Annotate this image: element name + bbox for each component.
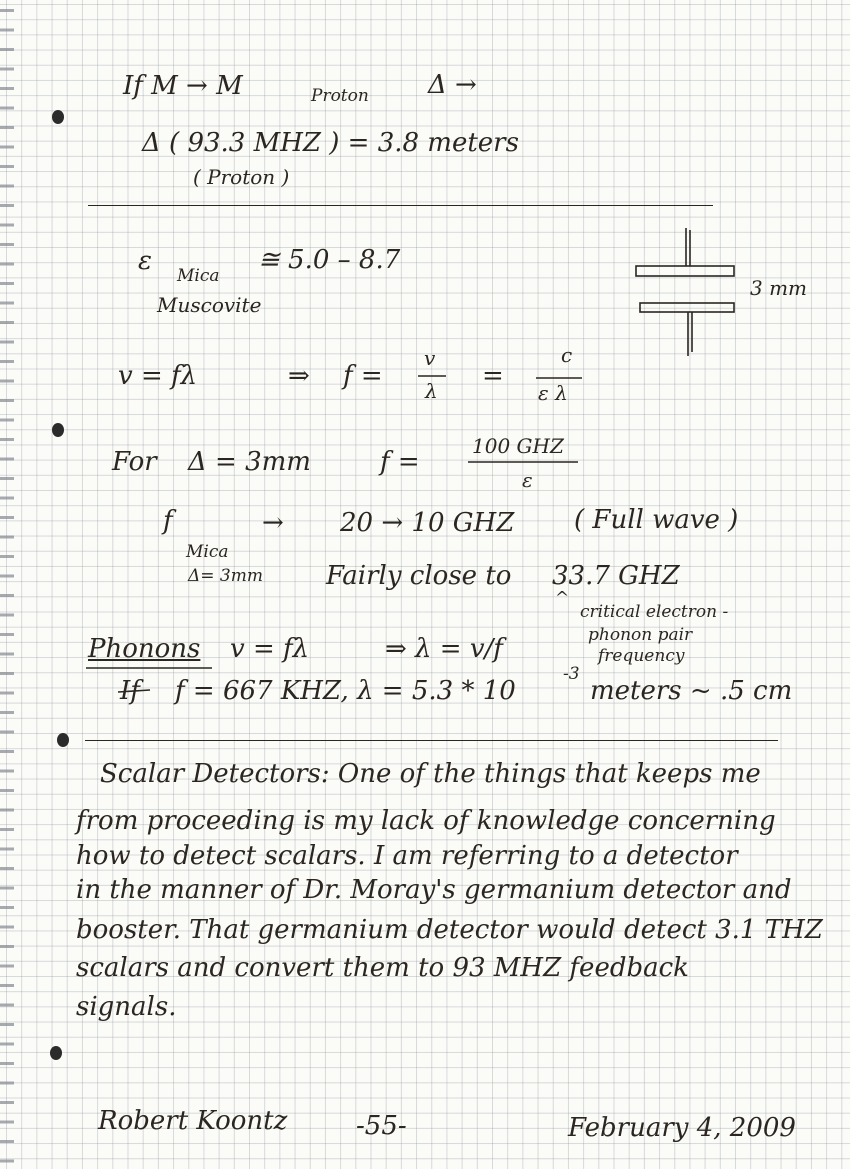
implies-symbol: ⇒ — [288, 361, 310, 391]
scalar-line: from proceeding is my lack of knowledge concerning — [76, 806, 776, 836]
frequency-note: frequency — [598, 646, 685, 666]
capacitor-top-plate — [636, 266, 734, 276]
ghz-33-7: 33.7 GHZ — [552, 561, 680, 591]
proton-line: If M → M — [123, 71, 243, 101]
frequency-range: 20 → 10 GHZ — [340, 508, 515, 538]
proton-paren: ( Proton ) — [193, 165, 290, 189]
scalar-line: in the manner of Dr. Moray's germanium detector and — [76, 875, 792, 905]
signature: Robert Koontz — [98, 1106, 288, 1136]
epsilon-symbol: ε — [138, 246, 152, 276]
if-label: If — [120, 676, 140, 706]
date: February 4, 2009 — [568, 1113, 796, 1143]
phonon-equation: v = fλ — [230, 634, 310, 664]
phonon-pair-note: phonon pair — [588, 625, 693, 645]
mica-subscript: Mica — [177, 266, 220, 286]
muscovite-label: Muscovite — [157, 293, 262, 317]
capacitor-sketch — [636, 228, 734, 356]
fraction-v-numerator: v — [424, 346, 436, 370]
punch-hole — [52, 423, 64, 437]
mica-subscript-2: Mica — [186, 542, 229, 562]
f-equals: f = — [343, 361, 383, 391]
divider-line-2 — [85, 740, 778, 741]
delta-3mm: Δ = 3mm — [188, 447, 311, 477]
divider-line — [88, 205, 713, 206]
meters-approx: meters ~ .5 cm — [590, 676, 793, 706]
equals-sign: = — [482, 361, 504, 391]
spiral-binding — [0, 0, 14, 1169]
f-equals-2: f = — [380, 447, 420, 477]
phonons-heading: Phonons — [88, 634, 201, 664]
for-label: For — [112, 447, 157, 477]
range-arrow: → — [262, 508, 284, 538]
capacitor-gap-label: 3 mm — [750, 276, 808, 300]
scalar-line: Scalar Detectors: One of the things that keeps me — [100, 759, 761, 789]
velocity-equation: v = fλ — [118, 361, 198, 391]
capacitor-bottom-plate — [640, 303, 734, 312]
fraction-100-denominator: ε — [522, 468, 533, 492]
fairly-close-label: Fairly close to — [326, 561, 512, 591]
scalar-line: scalars and convert them to 93 MHZ feedback — [76, 953, 689, 983]
scalar-line: how to detect scalars. I am referring to a detector — [76, 841, 738, 871]
critical-note: critical electron - — [580, 602, 729, 622]
full-wave-label: ( Full wave ) — [574, 505, 739, 535]
f-letter: f — [163, 506, 173, 536]
fraction-c-numerator: c — [561, 343, 573, 367]
punch-hole — [52, 110, 64, 124]
exponent: -3 — [563, 664, 580, 684]
scalar-line: signals. — [76, 992, 177, 1022]
proton-arrow: Δ → — [428, 70, 477, 100]
fraction-100-numerator: 100 GHZ — [472, 434, 564, 458]
punch-hole — [57, 733, 69, 747]
scalar-line: booster. That germanium detector would detect 3.1 THZ — [76, 915, 823, 945]
delta-equation: Δ ( 93.3 MHZ ) = 3.8 meters — [142, 128, 519, 158]
proton-subscript: Proton — [311, 86, 369, 106]
phonon-frequency-line: f = 667 KHZ, λ = 5.3 * 10 — [175, 676, 516, 706]
fraction-c-denominator: ε λ — [538, 381, 568, 405]
fraction-v-denominator: λ — [425, 379, 438, 403]
page-number: -55- — [356, 1111, 407, 1141]
epsilon-range: ≅ 5.0 – 8.7 — [258, 245, 401, 275]
caret-mark: ^ — [555, 588, 570, 608]
delta-3mm-small: Δ= 3mm — [188, 566, 263, 586]
phonon-wavelength: ⇒ λ = v/f — [385, 634, 503, 664]
punch-hole — [50, 1046, 62, 1060]
